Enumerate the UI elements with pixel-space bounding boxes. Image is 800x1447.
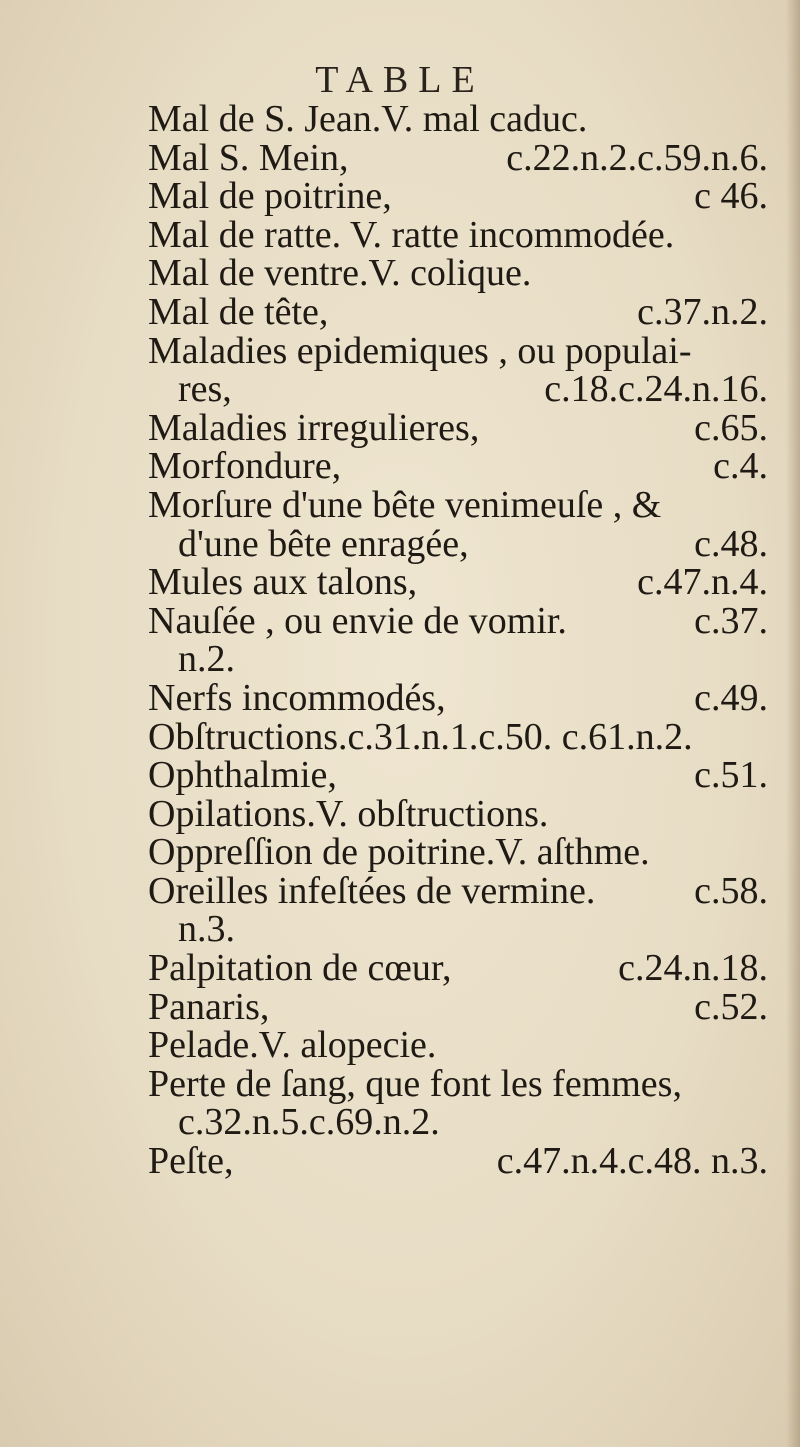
index-entry: [148, 1142, 768, 1181]
entry-line: [148, 329, 768, 372]
entry-term: Mal S. Mein,: [148, 136, 349, 179]
entry-term: Mal de S. Jean.V. mal caduc.: [148, 98, 588, 140]
running-header: TABLE: [315, 59, 485, 101]
entry-line: [148, 1142, 768, 1181]
entry-continuation-line: [148, 370, 768, 409]
index-entry: [148, 254, 768, 293]
entry-line: [148, 792, 768, 835]
entry-line: [148, 1026, 768, 1065]
entry-line: [148, 136, 768, 179]
entry-term: Palpitation de cœur,: [148, 947, 452, 990]
index-entry: [148, 756, 768, 795]
entry-term: Mal de ratte. V. ratte incommodée.: [148, 213, 675, 256]
entry-term: Mal de poitrine,: [148, 175, 392, 218]
entry-term: Opilations.V. obſtructions.: [148, 792, 549, 835]
entry-line: [148, 1062, 768, 1105]
entry-term: Nerfs incommodés,: [148, 676, 446, 719]
entry-line: [148, 715, 768, 758]
index-entry: [148, 329, 768, 411]
entry-term: Morſure d'une bête venimeuſe , &: [148, 483, 662, 526]
entry-continuation-line: [148, 1103, 768, 1142]
entry-reference: c.58.: [694, 869, 768, 912]
entry-term: Maladies irregulieres,: [148, 406, 480, 449]
entry-term: Obſtructions.c.31.n.1.c.50. c.61.n.2.: [148, 715, 693, 758]
entry-reference: c.4.: [713, 445, 768, 488]
entry-line: [148, 100, 768, 139]
entry-reference: c.47.n.4.c.48. n.3.: [496, 1140, 768, 1183]
entry-line: [148, 406, 768, 449]
index-entry: [148, 985, 768, 1028]
entry-reference: c.24.n.18.: [618, 947, 768, 990]
entry-term: Mules aux talons,: [148, 561, 418, 604]
entry-line: [148, 599, 768, 642]
entry-continuation-line: [148, 522, 768, 565]
index-entry: [148, 213, 768, 256]
index-entry: [148, 1026, 768, 1065]
entry-line: [148, 985, 768, 1028]
entry-term: Mal de tête,: [148, 290, 329, 333]
index-entry: [148, 447, 768, 486]
entry-reference: c.49.: [694, 676, 768, 719]
entry-term: Nauſée , ou envie de vomir.: [148, 599, 567, 642]
entry-term: Oppreſſion de poitrine.V. aſthme.: [148, 831, 650, 874]
index-entry: [148, 406, 768, 449]
index-entry: [148, 833, 768, 872]
index-entry: [148, 136, 768, 179]
entry-continuation-line: [148, 910, 768, 949]
entry-line: [148, 213, 768, 256]
entry-line: [148, 869, 768, 912]
index-entry: [148, 1062, 768, 1144]
entry-reference: c.37.: [694, 599, 768, 642]
entry-continuation-reference: c.18.c.24.n.16.: [544, 368, 768, 411]
index-entry: [148, 290, 768, 333]
entry-line: [148, 177, 768, 216]
entry-continuation-term: res,: [178, 368, 232, 411]
entry-term: Oreilles infeſtées de vermine.: [148, 869, 596, 912]
index-entry: [148, 177, 768, 216]
index-entry: [148, 949, 768, 988]
entry-reference: c 46.: [694, 175, 768, 218]
index-entries: [148, 100, 768, 1181]
index-entry: [148, 715, 768, 758]
entry-line: [148, 483, 768, 526]
entry-term: Panaris,: [148, 985, 270, 1028]
entry-line: [148, 254, 768, 293]
entry-term: Ophthalmie,: [148, 754, 337, 797]
entry-line: [148, 290, 768, 333]
entry-reference: c.37.n.2.: [637, 290, 768, 333]
entry-continuation-term: n.2.: [178, 638, 235, 681]
entry-line: [148, 756, 768, 795]
entry-line: [148, 447, 768, 486]
entry-line: [148, 949, 768, 988]
entry-reference: c.22.n.2.c.59.n.6.: [506, 136, 768, 179]
index-entry: [148, 792, 768, 835]
entry-continuation-reference: c.48.: [694, 522, 768, 565]
entry-term: Morfondure,: [148, 445, 342, 488]
entry-reference: c.51.: [694, 754, 768, 797]
entry-line: [148, 833, 768, 872]
entry-continuation-term: n.3.: [178, 908, 235, 951]
index-entry: [148, 100, 768, 139]
entry-reference: c.47.n.4.: [637, 561, 768, 604]
entry-term: Pelade.V. alopecie.: [148, 1024, 437, 1067]
entry-reference: c.52.: [694, 985, 768, 1028]
entry-continuation-line: [148, 640, 768, 679]
entry-line: [148, 563, 768, 602]
index-entry: [148, 599, 768, 681]
entry-reference: c.65.: [694, 406, 768, 449]
page-edge-shadow: [786, 0, 800, 1447]
index-entry: [148, 676, 768, 719]
index-entry: [148, 869, 768, 951]
entry-line: [148, 676, 768, 719]
entry-continuation-term: d'une bête enragée,: [178, 522, 469, 565]
entry-term: Peſte,: [148, 1140, 234, 1183]
index-entry: [148, 563, 768, 602]
entry-term: Maladies epidemiques , ou populai-: [148, 329, 692, 372]
entry-continuation-term: c.32.n.5.c.69.n.2.: [178, 1101, 440, 1144]
entry-term: Mal de ventre.V. colique.: [148, 252, 532, 295]
entry-term: Perte de ſang, que font les femmes,: [148, 1062, 682, 1105]
index-entry: [148, 483, 768, 565]
